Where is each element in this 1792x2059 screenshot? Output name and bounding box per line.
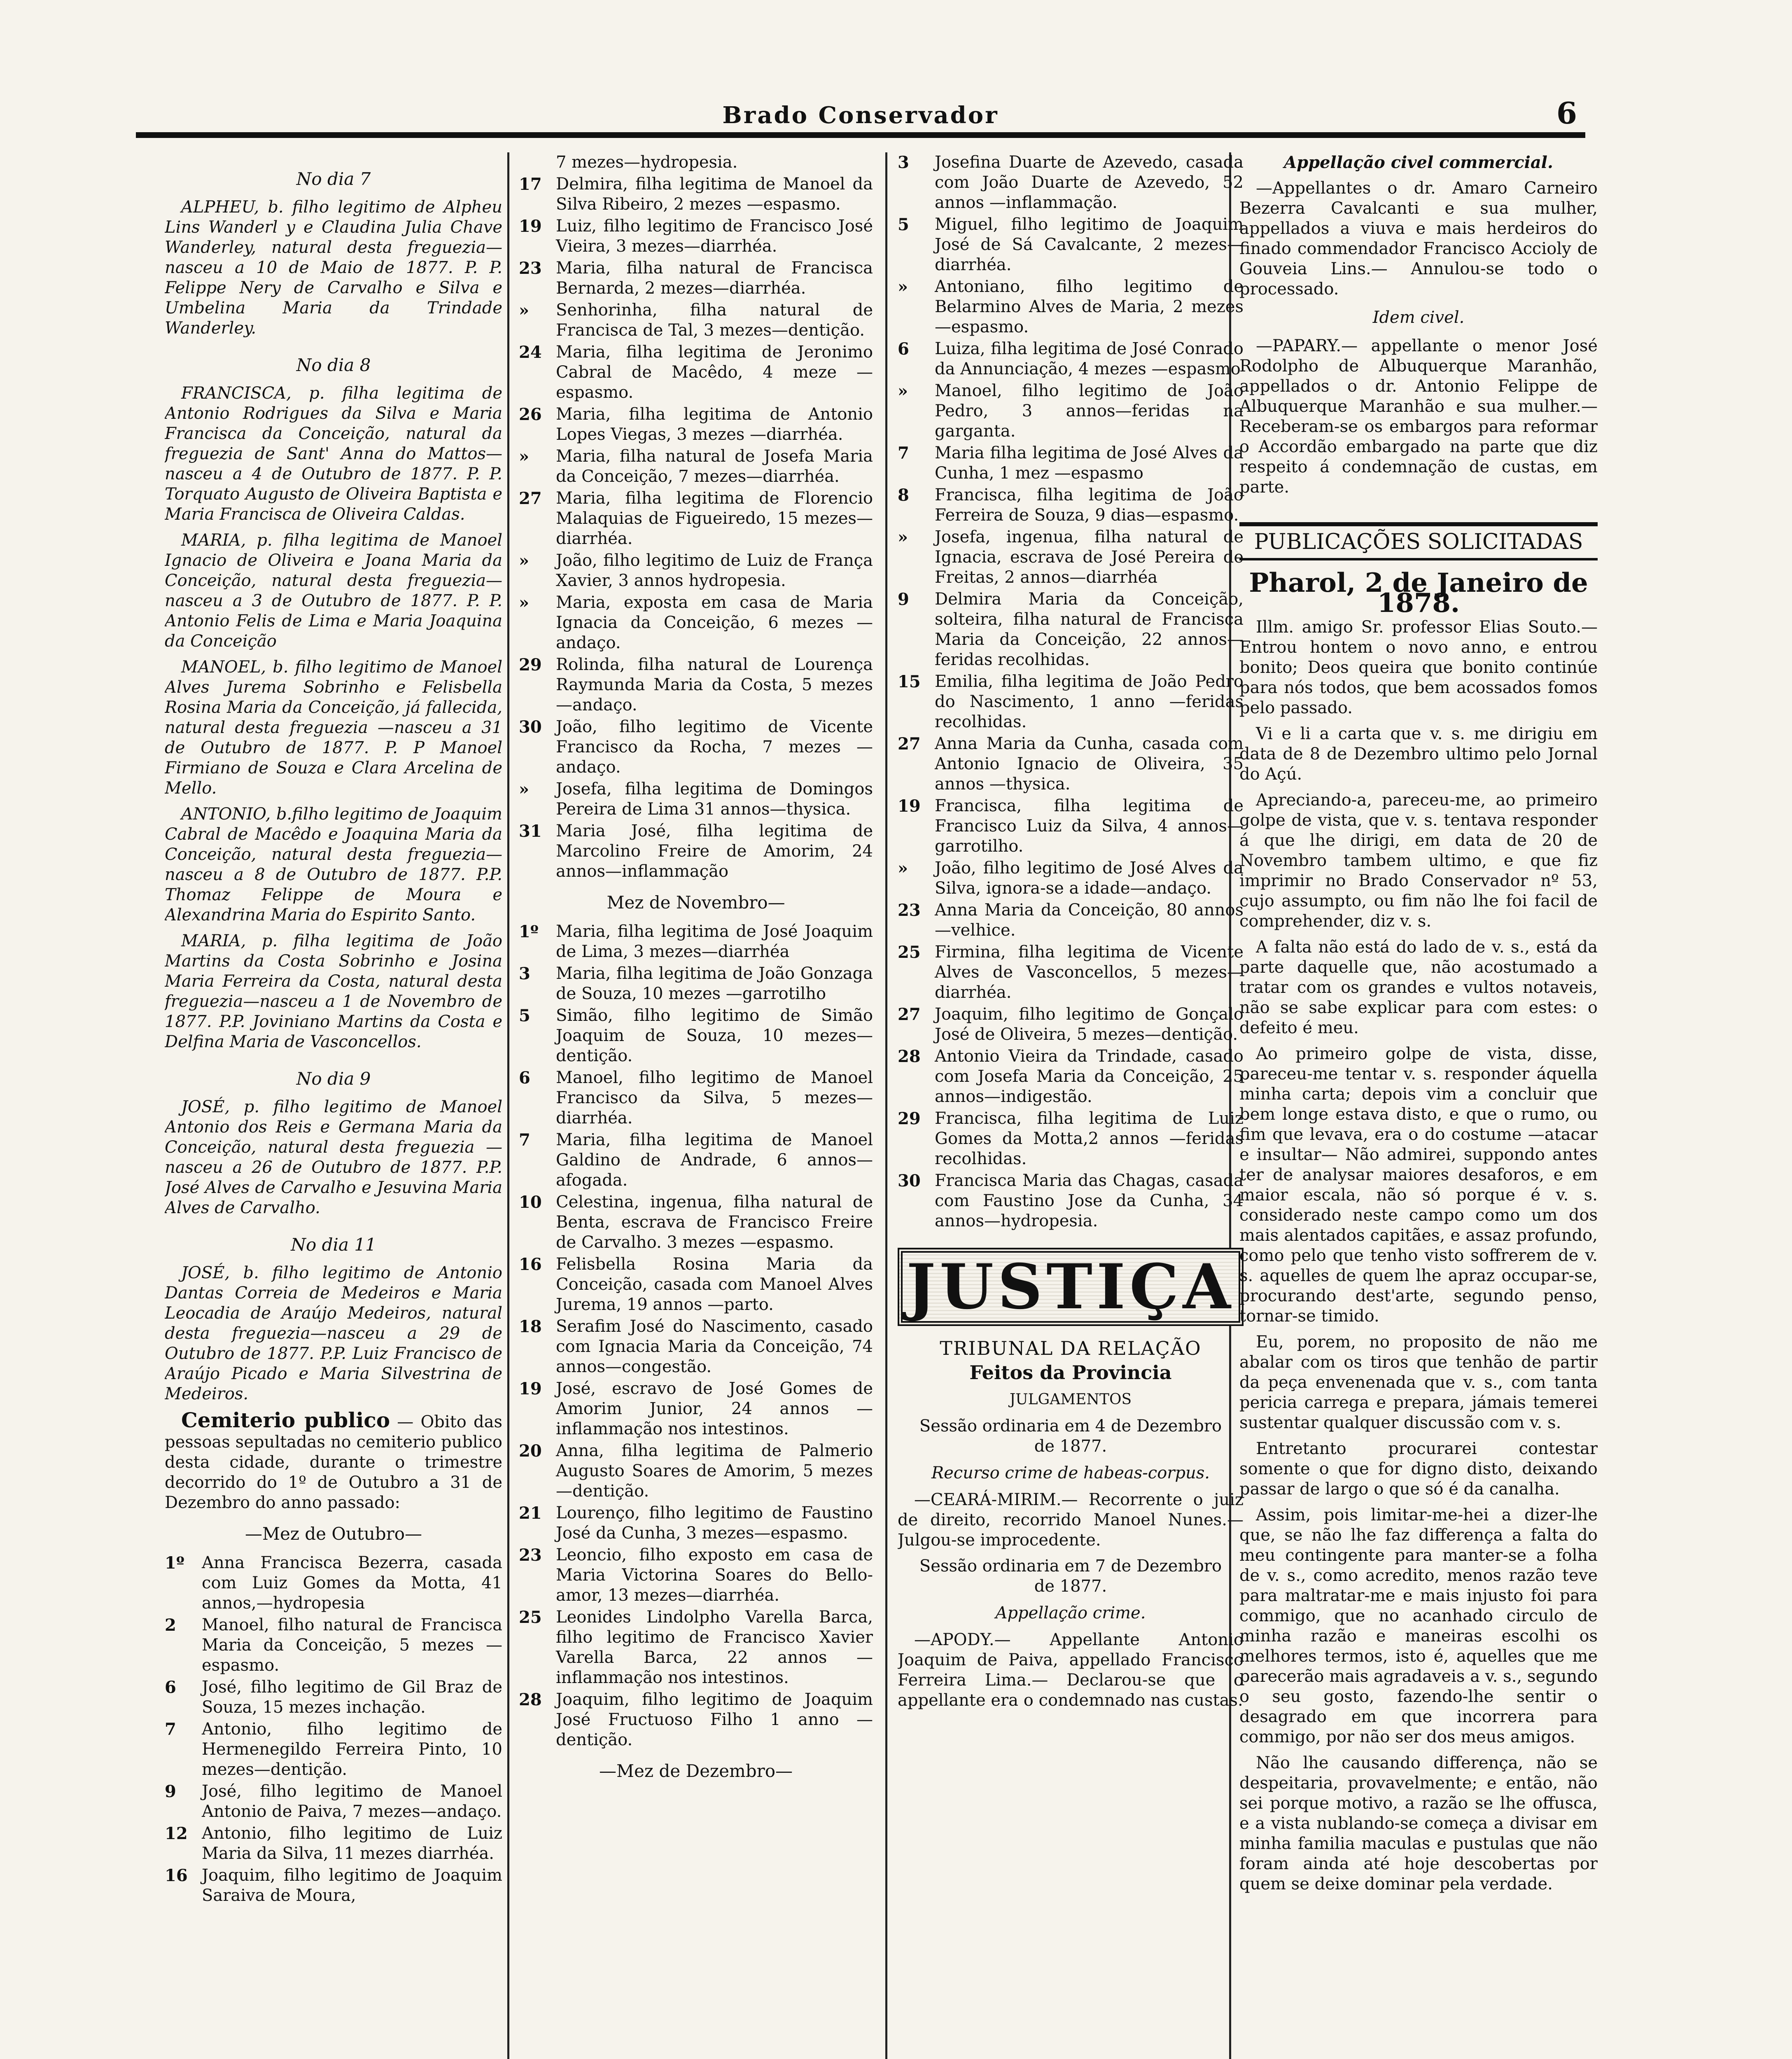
entry-number: 31	[519, 822, 542, 841]
entry-number: 5	[898, 215, 909, 234]
entry-number: 6	[898, 339, 909, 359]
entry-number: 30	[898, 1171, 921, 1191]
entry-text: Delmira Maria da Conceição, solteira, filha natural de Francisca Maria da Conceição, 22 annos—feridas recolhidas.	[935, 590, 1244, 669]
entry-number: 6	[165, 1678, 176, 1697]
entry-text: Maria José, filha legitima de Marcolino Freire de Amorim, 24 annos—inflammação	[556, 822, 873, 881]
list-item	[519, 593, 873, 653]
list-item	[519, 551, 873, 591]
list-item	[898, 215, 1244, 275]
birth-record: MANOEL, b. filho legitimo de Manoel Alves Jurema Sobrinho e Felisbella Rosina Maria da Conceição, já fallecida, natural desta freguezia —nasceu a 31 de Outubro de 1877. P. P Manoel Firmiano de Souza e Clara Arcelina de Mello.	[165, 658, 502, 798]
entry-number: 16	[165, 1866, 188, 1885]
entry-text: Delmira, filha legitima de Manoel da Silva Ribeiro, 2 mezes —espasmo.	[556, 175, 873, 214]
cemetery-intro	[165, 1410, 502, 1513]
list-item	[165, 1781, 502, 1822]
entry-number: 29	[519, 655, 542, 675]
list-item	[898, 1046, 1244, 1107]
list-item	[519, 1006, 873, 1066]
entry-number: 23	[898, 901, 921, 920]
entry-text: Francisca, filha legitima de João Ferreira de Souza, 9 dias—espasmo.	[935, 486, 1244, 525]
column-2	[519, 152, 873, 2059]
entry-number: 28	[898, 1047, 921, 1066]
letter-paragraph: Assim, pois limitar-me-hei a dizer-lhe que, se não lhe faz differença a falta do meu contingente para manter-se a folha de v. s., como acredito, menos razão teve para maltratar-me e mais injusto foi para commigo, que no acanhado circulo de minha razão e maneiras escolhi os melhores termos, isto é, aquelles que me parecerão mais agradaveis a v. s., segundo o seu gosto, fazendo-lhe sentir o desagrado em que incorrera para commigo, por não ser dos meus amigos.	[1239, 1506, 1598, 1746]
entry-number: 7	[898, 444, 909, 463]
entry-number: 9	[165, 1782, 176, 1801]
list-item	[519, 1607, 873, 1688]
list-item	[898, 1171, 1244, 1231]
entry-text: Lourenço, filho legitimo de Faustino José da Cunha, 3 mezes—espasmo.	[556, 1503, 873, 1543]
entry-number: 7	[519, 1130, 530, 1150]
letter-heading: Pharol, 2 de Janeiro de 1878.	[1249, 567, 1588, 619]
column-3	[898, 152, 1244, 2059]
entry-text: Antoniano, filho legitimo de Belarmino Alves de Maria, 2 mezes—espasmo.	[935, 277, 1244, 336]
column-rule	[507, 152, 509, 2059]
entry-text: Joaquim, filho legitimo de Joaquim José Fructuoso Filho 1 anno —dentição.	[556, 1690, 873, 1749]
letter-paragraph: Illm. amigo Sr. professor Elias Souto.—Entrou hontem o novo anno, e entrou bonito; Deos queira que bonito continúe para nós todos, que bem acossados fomos pelo passado.	[1239, 618, 1598, 717]
entry-number: 3	[519, 964, 530, 983]
list-item	[519, 152, 873, 173]
entry-text: Leonides Lindolpho Varella Barca, filho legitimo de Francisco Xavier Varella Barca, 22 annos —inflammação nos intestinos.	[556, 1608, 873, 1687]
list-item	[519, 446, 873, 487]
month-heading: —Mez de Outubro—	[245, 1524, 422, 1544]
entry-text: Antonio, filho legitimo de Hermenegildo Ferreira Pinto, 10 mezes—dentição.	[202, 1720, 502, 1779]
entry-number: 18	[519, 1317, 542, 1336]
entry-number: 12	[165, 1824, 188, 1843]
list-item	[898, 485, 1244, 525]
newspaper-title: Brado Conservador	[722, 102, 999, 129]
entry-text: Josefa, ingenua, filha natural de Ignacia, escrava de José Pereira de Freitas, 2 annos—diarrhéa	[935, 528, 1244, 587]
list-item	[165, 1677, 502, 1718]
entry-number: 8	[898, 486, 909, 505]
entry-number: 27	[898, 734, 921, 754]
entry-text: Serafim José do Nascimento, casado com Ignacia Maria da Conceição, 74 annos—congestão.	[556, 1317, 873, 1376]
entry-number: 20	[519, 1441, 542, 1461]
entry-text: Anna, filha legitima de Palmerio Augusto Soares de Amorim, 5 mezes—dentição.	[556, 1441, 873, 1501]
entry-text: Miguel, filho legitimo de Joaquim José de Sá Cavalcante, 2 mezes—diarrhéa.	[935, 215, 1244, 274]
list-item	[898, 942, 1244, 1003]
list-item	[898, 858, 1244, 899]
list-item	[519, 1130, 873, 1191]
session-heading: Sessão ordinaria em 4 de Dezembro de 1877.	[919, 1417, 1222, 1456]
entry-number: »	[519, 301, 529, 320]
list-item	[519, 1068, 873, 1128]
list-item	[519, 717, 873, 777]
list-item	[519, 174, 873, 215]
list-item	[898, 734, 1244, 794]
entry-number: 25	[519, 1608, 542, 1627]
death-list	[519, 922, 873, 1750]
page-number: 6	[1556, 96, 1577, 131]
list-item	[898, 527, 1244, 588]
entry-text: Anna Maria da Cunha, casada com Antonio Ignacio de Oliveira, 35 annos —thysica.	[935, 734, 1244, 794]
entry-text: Joaquim, filho legitimo de Joaquim Saraiva de Moura,	[202, 1866, 502, 1905]
entry-text: Maria, filha legitima de João Gonzaga de Souza, 10 mezes —garrotilho	[556, 964, 873, 1003]
entry-text: 7 mezes—hydropesia.	[556, 153, 738, 172]
julgamentos-title: JULGAMENTOS	[1009, 1391, 1132, 1408]
entry-text: Maria, filha natural de Francisca Bernarda, 2 mezes—diarrhéa.	[556, 259, 873, 298]
list-item	[898, 900, 1244, 941]
entry-number: »	[898, 277, 908, 296]
date-heading: No dia 7	[296, 169, 371, 189]
entry-number: 3	[898, 153, 909, 172]
letter-paragraph: Não lhe causando differença, não se despeitaria, provavelmente; e então, não sei porque motivo, a razão se lhe offusca, e a vista nublando-se começa a divisar em minha familia maculas e pustulas que não foram ainda até hoje descobertas por quem se deixe dominar pela verdade.	[1239, 1753, 1598, 1893]
list-item	[519, 300, 873, 341]
entry-text: Josefina Duarte de Azevedo, casada com João Duarte de Azevedo, 52 annos —inflammação.	[935, 153, 1244, 212]
death-list	[519, 152, 873, 882]
list-item	[898, 277, 1244, 337]
entry-text: Senhorinha, filha natural de Francisca de Tal, 3 mezes—dentição.	[556, 301, 873, 340]
case-type: Recurso crime de habeas-corpus.	[931, 1464, 1210, 1482]
entry-text: Emilia, filha legitima de João Pedro do Nascimento, 1 anno —feridas recolhidas.	[935, 672, 1244, 731]
entry-number: 9	[898, 590, 909, 609]
list-item	[519, 216, 873, 257]
list-item	[519, 1317, 873, 1377]
list-item	[519, 342, 873, 403]
list-item	[898, 1004, 1244, 1045]
session-heading: Sessão ordinaria em 7 de Dezembro de 1877.	[919, 1557, 1222, 1596]
letter-paragraph: Apreciando-a, pareceu-me, ao primeiro golpe de vista, que v. s. tentava responder á que lhe dirigi, em data de 20 de Novembro tambem ultimo, e que fiz imprimir no Brado Conservador nº 53, cujo assumpto, ou fim não lhe foi facil de comprehender, diz v. s.	[1239, 791, 1598, 931]
list-item	[519, 258, 873, 299]
list-item	[165, 1823, 502, 1864]
list-item	[519, 964, 873, 1004]
list-item	[519, 821, 873, 882]
list-item	[165, 1553, 502, 1613]
entry-number: 30	[519, 717, 542, 737]
entry-text: Manoel, filho natural de Francisca Maria da Conceição, 5 mezes —espasmo.	[202, 1615, 502, 1675]
entry-number: 27	[898, 1005, 921, 1024]
entry-number: 19	[519, 217, 542, 236]
list-item	[519, 1441, 873, 1501]
list-item	[519, 655, 873, 715]
list-item	[898, 1109, 1244, 1169]
list-item	[898, 672, 1244, 732]
entry-number: »	[898, 381, 908, 401]
birth-record: MARIA, p. filha legitima de João Martins da Costa Sobrinho e Josina Maria Ferreira da Costa, natural desta freguezia—nasceu a 1 de Novembro de 1877. P.P. Joviniano Martins da Costa e Delfina Maria de Vasconcellos.	[165, 931, 502, 1051]
list-item	[898, 443, 1244, 483]
entry-text: Celestina, ingenua, filha natural de Benta, escrava de Francisco Freire de Carvalho. 3 mezes —espasmo.	[556, 1193, 873, 1252]
entry-text: José, filho legitimo de Manoel Antonio de Paiva, 7 mezes—andaço.	[202, 1782, 502, 1821]
entry-text: Maria, filha natural de Josefa Maria da Conceição, 7 mezes—diarrhéa.	[556, 447, 873, 486]
entry-text: Maria, filha legitima de Manoel Galdino de Andrade, 6 annos—afogada.	[556, 1130, 873, 1190]
entry-text: Joaquim, filho legitimo de Gonçalo José de Oliveira, 5 mezes—dentição.	[935, 1005, 1244, 1044]
entry-number: 23	[519, 259, 542, 278]
letter-body	[1239, 617, 1598, 1894]
entry-text: José, filho legitimo de Gil Braz de Souza, 15 mezes inchação.	[202, 1678, 502, 1717]
entry-number: 26	[519, 405, 542, 424]
entry-number: »	[898, 528, 908, 547]
letter-paragraph: Eu, porem, no proposito de não me abalar com os tiros que tenhão de partir da peça envenenada que v. s., com tanta pericia carrega e prepara, jámais temerei sustentar qualquer discussão com v. s.	[1239, 1333, 1598, 1432]
entry-text: Francisca Maria das Chagas, casada com Faustino Jose da Cunha, 34 annos—hydropesia.	[935, 1171, 1244, 1230]
entry-text: Manoel, filho legitimo de Manoel Francisco da Silva, 5 mezes—diarrhéa.	[556, 1068, 873, 1128]
entry-number: 16	[519, 1255, 542, 1274]
list-item	[519, 1503, 873, 1543]
list-item	[519, 1254, 873, 1315]
feitos-title: Feitos da Provincia	[969, 1361, 1172, 1384]
letter-paragraph: Ao primeiro golpe de vista, disse, pareceu-me tentar v. s. responder áquella minha carta; depois vim a concluir que bem longe estava disto, e que o rumo, ou fim que levava, era o do costume —atacar e insultar— Não admirei, suppondo antes ter de analysar maiores desaforos, e em maior escala, não só porque é v. s. considerado neste campo como um dos mais alentados capitães, e assaz profundo, como pelo que tenho visto soffrerem de v. s. aquelles de quem lhe apraz occupar-se, procurando dest'arte, segundo penso, tornar-se timido.	[1239, 1044, 1598, 1326]
list-item	[898, 152, 1244, 213]
list-item	[519, 779, 873, 819]
letter-paragraph: A falta não está do lado de v. s., está da parte daquelle que, não acostumado a tratar com os grandes e vultos notaveis, não se sabe explicar para com estes: o defeito é meu.	[1239, 938, 1598, 1037]
list-item	[165, 1719, 502, 1780]
birth-record: ANTONIO, b.filho legitimo de Joaquim Cabral de Macêdo e Joaquina Maria da Conceição, natural desta freguezia—nasceu a 8 de Outubro de 1877. P.P. Thomaz Felippe de Moura e Alexandrina Maria do Espirito Santo.	[165, 805, 502, 924]
case-type: Appellação civel commercial.	[1284, 153, 1553, 172]
birth-record: MARIA, p. filha legitima de Manoel Ignacio de Oliveira e Joana Maria da Conceição, natural desta freguezia—nasceu a 3 de Outubro de 1877. P. P. Antonio Felis de Lima e Maria Joaquina da Conceição	[165, 531, 502, 651]
entry-text: Francisca, filha legitima de Luiz Gomes da Motta,2 annos —feridas recolhidas.	[935, 1109, 1244, 1168]
list-item	[898, 589, 1244, 670]
letter-paragraph: Entretanto procurarei contestar somente o que for digno disto, deixando passar de largo o que só é da canalha.	[1239, 1439, 1598, 1499]
list-item	[519, 1545, 873, 1606]
birth-record: ALPHEU, b. filho legitimo de Alpheu Lins Wanderl y e Claudina Julia Chave Wanderley, natural desta freguezia—nasceu a 10 de Maio de 1877. P. P. Felippe Nery de Carvalho e Silva e Umbelina Maria da Trindade Wanderley.	[165, 198, 502, 338]
case-record: —CEARÁ-MIRIM.— Recorrente o juiz de direito, recorrido Manoel Nunes.— Julgou-se improcedente.	[898, 1490, 1244, 1550]
entry-text: João, filho legitimo de Luiz de França Xavier, 3 annos hydropesia.	[556, 551, 873, 590]
entry-number: 24	[519, 343, 542, 362]
entry-number: »	[519, 780, 529, 799]
justica-banner: JUSTIÇA	[898, 1248, 1244, 1326]
list-item	[519, 488, 873, 549]
entry-number: 1º	[519, 922, 539, 941]
birth-record: JOSÉ, p. filho legitimo de Manoel Antonio dos Reis e Germana Maria da Conceição, natural desta freguezia —nasceu a 26 de Outubro de 1877. P.P. José Alves de Carvalho e Jesuvina Maria Alves de Carvalho.	[165, 1097, 502, 1217]
entry-text: João, filho legitimo de Vicente Francisco da Rocha, 7 mezes —andaço.	[556, 717, 873, 777]
entry-number: 27	[519, 489, 542, 508]
entry-text: Anna Maria da Conceição, 80 annos—velhice.	[935, 901, 1244, 940]
entry-number: 7	[165, 1720, 176, 1739]
date-heading: No dia 8	[296, 355, 371, 375]
entry-text: Anna Francisca Bezerra, casada com Luiz Gomes da Motta, 41 annos,—hydropesia	[202, 1553, 502, 1613]
entry-number: 1º	[165, 1553, 184, 1573]
birth-record: JOSÉ, b. filho legitimo de Antonio Dantas Correia de Medeiros e Maria Leocadia de Araújo Medeiros, natural desta freguezia—nasceu a 29 de Outubro de 1877. P.P. Luiz Francisco de Araújo Picado e Maria Silvestrina de Medeiros.	[165, 1263, 502, 1403]
date-heading: No dia 11	[291, 1235, 376, 1255]
entry-number: »	[519, 551, 529, 570]
entry-text: Maria, filha legitima de Florencio Malaquias de Figueiredo, 15 mezes—diarrhéa.	[556, 489, 873, 548]
list-item	[165, 1615, 502, 1676]
list-item	[519, 1192, 873, 1253]
entry-text: Luiza, filha legitima de José Conrado da Annunciação, 4 mezes —espasmo	[935, 339, 1244, 378]
list-item	[165, 1865, 502, 1906]
case-type: Idem civel.	[1372, 308, 1465, 327]
list-item	[898, 381, 1244, 441]
case-record: —PAPARY.— appellante o menor José Rodolpho de Albuquerque Maranhão, appellados o dr. Antonio Felippe de Albuquerque Maranhão e sua mulher.— Receberam-se os embargos para reformar o Accordão embargado na parte que diz respeito á condemnação de custas, em parte.	[1239, 336, 1598, 497]
entry-text: Simão, filho legitimo de Simão Joaquim de Souza, 10 mezes—dentição.	[556, 1006, 873, 1065]
letter-paragraph: Vi e li a carta que v. s. me dirigiu em data de 8 de Dezembro ultimo pelo Jornal do Açú.	[1239, 724, 1598, 784]
date-heading: No dia 9	[296, 1069, 371, 1089]
entry-text: Manoel, filho legitimo de João Pedro, 3 annos—feridas na garganta.	[935, 381, 1244, 441]
section-title: PUBLICAÇÕES SOLICITADAS	[1239, 522, 1598, 560]
entry-text: Antonio Vieira da Trindade, casado com Josefa Maria da Conceição, 25 annos—indigestão.	[935, 1047, 1244, 1106]
case-type: Appellação crime.	[995, 1604, 1146, 1622]
masthead	[136, 93, 1585, 138]
entry-text: José, escravo de José Gomes de Amorim Junior, 24 annos —inflammação nos intestinos.	[556, 1379, 873, 1438]
list-item	[898, 339, 1244, 379]
month-heading: —Mez de Dezembro—	[599, 1761, 793, 1781]
column-1	[165, 152, 502, 2059]
entry-number: 21	[519, 1503, 542, 1523]
entry-number: 15	[898, 672, 921, 691]
list-item	[519, 404, 873, 445]
month-heading: Mez de Novembro—	[607, 892, 785, 913]
entry-text: Maria, filha legitima de Antonio Lopes Viegas, 3 mezes —diarrhéa.	[556, 405, 873, 444]
entry-number: 2	[165, 1615, 176, 1635]
entry-text: Francisca, filha legitima de Francisco Luiz da Silva, 4 annos—garrotilho.	[935, 796, 1244, 856]
birth-record: FRANCISCA, p. filha legitima de Antonio Rodrigues da Silva e Maria Francisca da Conceição, natural da freguezia de Sant' Anna do Mattos—nasceu a 4 de Outubro de 1877. P. P. Torquato Augusto de Oliveira Baptista e Maria Francisca de Oliveira Caldas.	[165, 384, 502, 524]
case-record: —Appellantes o dr. Amaro Carneiro Bezerra Cavalcanti e sua mulher, appellados a viuva e mais herdeiros do finado commendador Francisco Accioly de Gouveia Lins.— Annulou-se todo o processado.	[1239, 179, 1598, 299]
entry-number: 25	[898, 943, 921, 962]
entry-text: Felisbella Rosina Maria da Conceição, casada com Manoel Alves Jurema, 19 annos —parto.	[556, 1255, 873, 1314]
entry-number: »	[519, 447, 529, 466]
entry-number: 10	[519, 1193, 542, 1212]
death-list	[165, 1553, 502, 1906]
entry-number: »	[898, 859, 908, 878]
entry-text: Antonio, filho legitimo de Luiz Maria da Silva, 11 mezes diarrhéa.	[202, 1824, 502, 1863]
entry-number	[519, 152, 556, 173]
case-record: —APODY.— Appellante Antonio Joaquim de Paiva, appellado Francisco Ferreira Lima.— Declarou-se que o appellante era o condemnado nas custas.	[898, 1630, 1244, 1710]
death-list	[898, 152, 1244, 1231]
entry-text: Maria, exposta em casa de Maria Ignacia da Conceição, 6 mezes —andaço.	[556, 593, 873, 652]
column-4	[1239, 152, 1598, 2059]
entry-text: Maria filha legitima de José Alves da Cunha, 1 mez —espasmo	[935, 444, 1244, 483]
list-item	[898, 796, 1244, 857]
entry-text: Maria, filha legitima de José Joaquim de Lima, 3 mezes—diarrhéa	[556, 922, 873, 961]
entry-number: 23	[519, 1545, 542, 1565]
entry-text: Firmina, filha legitima de Vicente Alves de Vasconcellos, 5 mezes—diarrhéa.	[935, 943, 1244, 1002]
column-rule	[885, 152, 887, 2059]
list-item	[519, 1379, 873, 1439]
entry-number: 19	[898, 796, 921, 816]
entry-text: Josefa, filha legitima de Domingos Pereira de Lima 31 annos—thysica.	[556, 780, 873, 819]
list-item	[519, 1690, 873, 1750]
entry-number: 28	[519, 1690, 542, 1709]
entry-number: 19	[519, 1379, 542, 1398]
cemetery-text: — Obito das pessoas sepultadas no cemiterio publico desta cidade, durante o trimestre decorrido do 1º de Outubro a 31 de Dezembro do anno passado:	[165, 1412, 502, 1512]
entry-text: Luiz, filho legitimo de Francisco José Vieira, 3 mezes—diarrhéa.	[556, 217, 873, 256]
entry-text: Maria, filha legitima de Jeronimo Cabral de Macêdo, 4 meze —espasmo.	[556, 343, 873, 402]
entry-number: 5	[519, 1006, 530, 1025]
entry-text: Rolinda, filha natural de Lourença Raymunda Maria da Costa, 5 mezes—andaço.	[556, 655, 873, 714]
entry-text: Leoncio, filho exposto em casa de Maria Victorina Soares do Bello-amor, 13 mezes—diarrhéa.	[556, 1545, 873, 1605]
entry-number: 17	[519, 175, 542, 194]
list-item	[519, 922, 873, 962]
tribunal-title: TRIBUNAL DA RELAÇÃO	[940, 1337, 1202, 1359]
entry-number: 6	[519, 1068, 530, 1088]
entry-number: 29	[898, 1109, 921, 1128]
entry-text: João, filho legitimo de José Alves da Silva, ignora-se a idade—andaço.	[935, 859, 1244, 898]
cemetery-title: Cemiterio publico	[181, 1408, 390, 1432]
entry-number: »	[519, 593, 529, 612]
